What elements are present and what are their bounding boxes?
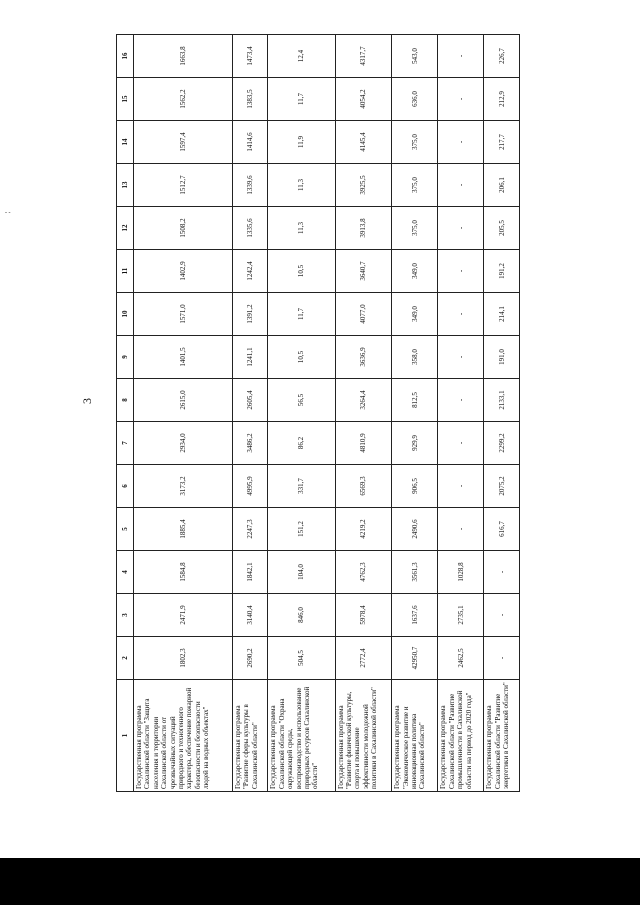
value-cell: 1842,1 [232, 551, 268, 594]
value-cell: 4145,4 [335, 121, 392, 164]
value-cell: 1473,4 [232, 35, 268, 78]
value-cell: 1802,3 [134, 637, 233, 680]
value-cell: 2490,6 [392, 508, 438, 551]
value-cell: 2615,0 [134, 379, 233, 422]
value-cell: 906,5 [392, 465, 438, 508]
value-cell: 6569,3 [335, 465, 392, 508]
value-cell: 1508,2 [134, 207, 233, 250]
column-header: 6 [117, 465, 134, 508]
value-cell: - [438, 250, 484, 293]
value-cell: 214,1 [484, 293, 520, 336]
value-cell: 1335,6 [232, 207, 268, 250]
value-cell: 812,5 [392, 379, 438, 422]
value-cell: 1885,4 [134, 508, 233, 551]
value-cell: 1414,6 [232, 121, 268, 164]
value-cell: 2772,4 [335, 637, 392, 680]
value-cell: 3561,3 [392, 551, 438, 594]
value-cell: 2462,5 [438, 637, 484, 680]
value-cell: 3640,7 [335, 250, 392, 293]
value-cell: - [438, 465, 484, 508]
table-row [438, 35, 484, 792]
value-cell: 2934,0 [134, 422, 233, 465]
budget-table-wrapper [116, 35, 520, 792]
value-cell: 1571,0 [134, 293, 233, 336]
column-header: 4 [117, 551, 134, 594]
value-cell: 3264,4 [335, 379, 392, 422]
column-header: 14 [117, 121, 134, 164]
page-number: 3 [80, 398, 94, 404]
column-header: 16 [117, 35, 134, 78]
value-cell: 11,9 [268, 121, 335, 164]
table-body [134, 35, 520, 792]
value-cell: 42950,7 [392, 637, 438, 680]
value-cell: 2247,3 [232, 508, 268, 551]
column-header: 10 [117, 293, 134, 336]
value-cell: 543,0 [392, 35, 438, 78]
table-row [134, 35, 233, 792]
value-cell: 3913,8 [335, 207, 392, 250]
value-cell: 226,7 [484, 35, 520, 78]
value-cell: 3173,2 [134, 465, 233, 508]
value-cell: 2299,2 [484, 422, 520, 465]
scan-border [0, 858, 640, 905]
value-cell: - [484, 551, 520, 594]
value-cell: - [438, 293, 484, 336]
value-cell: 4054,2 [335, 78, 392, 121]
value-cell: 2605,4 [232, 379, 268, 422]
value-cell: 212,9 [484, 78, 520, 121]
value-cell: 205,5 [484, 207, 520, 250]
table-row [268, 35, 335, 792]
value-cell: 504,5 [268, 637, 335, 680]
column-header: 2 [117, 637, 134, 680]
value-cell: - [438, 508, 484, 551]
value-cell: 12,4 [268, 35, 335, 78]
value-cell: - [438, 35, 484, 78]
value-cell: 3140,4 [232, 594, 268, 637]
value-cell: 2471,9 [134, 594, 233, 637]
value-cell: 2735,1 [438, 594, 484, 637]
value-cell: 1584,8 [134, 551, 233, 594]
value-cell: 929,9 [392, 422, 438, 465]
value-cell: 846,0 [268, 594, 335, 637]
value-cell: - [438, 422, 484, 465]
value-cell: 10,5 [268, 336, 335, 379]
value-cell: 1637,6 [392, 594, 438, 637]
value-cell: 3486,2 [232, 422, 268, 465]
value-cell: 4995,9 [232, 465, 268, 508]
column-header: 9 [117, 336, 134, 379]
value-cell: 104,0 [268, 551, 335, 594]
column-header: 7 [117, 422, 134, 465]
value-cell: - [438, 164, 484, 207]
value-cell: 191,2 [484, 250, 520, 293]
column-header: 15 [117, 78, 134, 121]
value-cell: - [484, 594, 520, 637]
value-cell: 358,0 [392, 336, 438, 379]
value-cell: 2075,2 [484, 465, 520, 508]
value-cell: - [438, 379, 484, 422]
program-name-cell: Государственная программа Сахалинской области "Охрана окружающей среды, воспроизводство и использование природных ресурсов Сахалинской области" [268, 680, 335, 792]
value-cell: 331,7 [268, 465, 335, 508]
value-cell: 10,5 [268, 250, 335, 293]
value-cell: 4810,9 [335, 422, 392, 465]
value-cell: 375,0 [392, 207, 438, 250]
value-cell: 4762,3 [335, 551, 392, 594]
value-cell: 1241,1 [232, 336, 268, 379]
value-cell: 217,7 [484, 121, 520, 164]
value-cell: 1562,2 [134, 78, 233, 121]
value-cell: 375,0 [392, 121, 438, 164]
value-cell: 2133,1 [484, 379, 520, 422]
value-cell: - [438, 336, 484, 379]
value-cell: 1242,4 [232, 250, 268, 293]
value-cell: 1383,5 [232, 78, 268, 121]
value-cell: 151,2 [268, 508, 335, 551]
value-cell: 3925,5 [335, 164, 392, 207]
value-cell: 1401,5 [134, 336, 233, 379]
value-cell: 1028,8 [438, 551, 484, 594]
table-row [392, 35, 438, 792]
value-cell: 4219,2 [335, 508, 392, 551]
value-cell: 4077,0 [335, 293, 392, 336]
value-cell: 349,0 [392, 293, 438, 336]
table-row [335, 35, 392, 792]
budget-table [116, 34, 520, 792]
table-row [232, 35, 268, 792]
value-cell: - [438, 121, 484, 164]
column-header: 11 [117, 250, 134, 293]
table-row [484, 35, 520, 792]
value-cell: - [438, 207, 484, 250]
value-cell: 1663,8 [134, 35, 233, 78]
value-cell: 56,5 [268, 379, 335, 422]
value-cell: 375,0 [392, 164, 438, 207]
value-cell: 86,2 [268, 422, 335, 465]
header-row [117, 35, 134, 792]
program-name-cell: Государственная программа "Развитие физической культуры, спорта и повышение эффективности молодежной политики в Сахалинской области" [335, 680, 392, 792]
value-cell: 636,0 [392, 78, 438, 121]
value-cell: 191,0 [484, 336, 520, 379]
value-cell: 11,7 [268, 78, 335, 121]
column-header: 5 [117, 508, 134, 551]
value-cell: 616,7 [484, 508, 520, 551]
value-cell: 5978,4 [335, 594, 392, 637]
value-cell: 1339,6 [232, 164, 268, 207]
value-cell: 1402,9 [134, 250, 233, 293]
column-header: 8 [117, 379, 134, 422]
value-cell: - [484, 637, 520, 680]
column-header: 13 [117, 164, 134, 207]
value-cell: 206,1 [484, 164, 520, 207]
value-cell: 3636,9 [335, 336, 392, 379]
program-name-cell: Государственная программа "Экономическое развитие и инновационная политика Сахалинской области" [392, 680, 438, 792]
column-header: 1 [117, 680, 134, 792]
value-cell: 11,3 [268, 207, 335, 250]
column-header: 12 [117, 207, 134, 250]
value-cell: 1512,7 [134, 164, 233, 207]
value-cell: 11,3 [268, 164, 335, 207]
program-name-cell: Государственная программа Сахалинской области "Развитие энергетики в Сахалинской области" [484, 680, 520, 792]
program-name-cell: Государственная программа Сахалинской области "Защита населения и территории Сахалинской области от чрезвычайных ситуаций природного и техногенного характера, обеспечение пожарной безопасности и безопасности людей на водных объектах" [134, 680, 233, 792]
scan-mark: - - [5, 210, 11, 216]
value-cell: 11,7 [268, 293, 335, 336]
value-cell: 4317,7 [335, 35, 392, 78]
value-cell: 1391,2 [232, 293, 268, 336]
column-header: 3 [117, 594, 134, 637]
program-name-cell: Государственная программа Сахалинской области "Развитие промышленности в Сахалинской области на период до 2020 года" [438, 680, 484, 792]
program-name-cell: Государственная программа "Развитие сферы культуры в Сахалинской области" [232, 680, 268, 792]
value-cell: 1597,4 [134, 121, 233, 164]
value-cell: 349,0 [392, 250, 438, 293]
value-cell: 2690,2 [232, 637, 268, 680]
value-cell: - [438, 78, 484, 121]
